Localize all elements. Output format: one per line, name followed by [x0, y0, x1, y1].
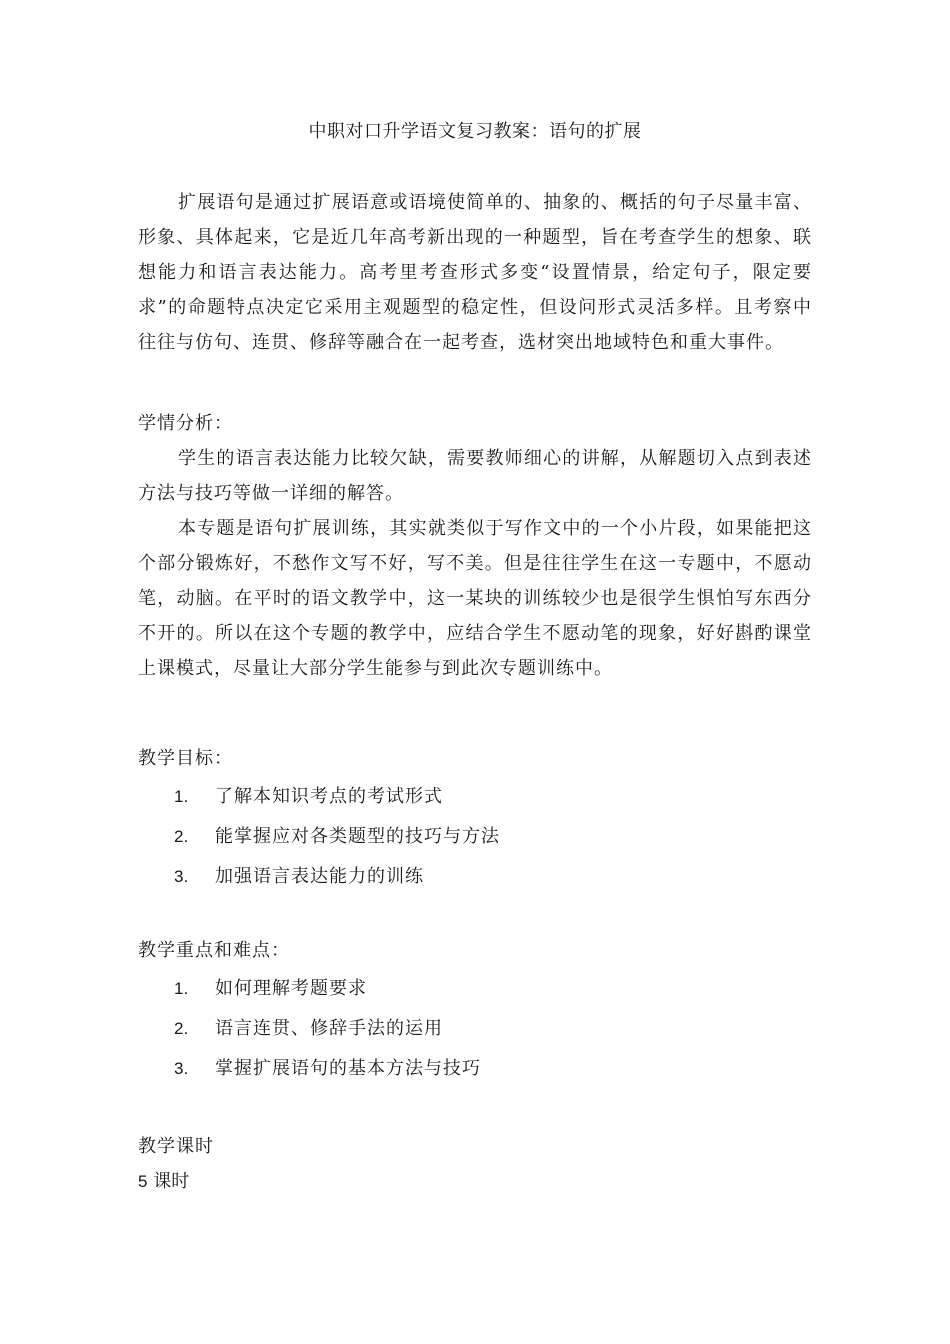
list-item-number: 3. — [174, 867, 189, 886]
list-item-number: 2. — [174, 1019, 189, 1038]
hours-section — [138, 1129, 812, 1199]
analysis-heading: 学情分析： — [138, 413, 233, 434]
intro-paragraph: 扩展语句是通过扩展语意或语境使简单的、抽象的、概括的句子尽量丰富、形象、具体起来，它是近几年高考新出现的一种题型，旨在考查学生的想象、联想能力和语言表达能力。高考里考查形式多变“设置情景，给定句子，限定要求”的命题特点决定它采用主观题型的稳定性，但设问形式灵活多样。且考察中往往与仿句、连贯、修辞等融合在一起考查，选材突出地域特色和重大事件。 — [138, 192, 812, 353]
list-item — [138, 822, 812, 862]
hours-number: 5 — [138, 1172, 148, 1191]
list-item — [138, 1014, 812, 1054]
analysis-paragraph-2: 本专题是语句扩展训练，其实就类似于写作文中的一个小片段，如果能把这个部分锻炼好，不愁作文写不好，写不美。但是往往学生在这一专题中，不愿动笔，动脑。在平时的语文教学中，这一某块的训练较少也是很学生惧怕写东西分不开的。所以在这个专题的教学中，应结合学生不愿动笔的现象，好好斟酌课堂上课模式，尽量让大部分学生能参与到此次专题训练中。 — [138, 518, 812, 679]
list-item-number: 3. — [174, 1059, 189, 1078]
list-item-text: 加强语言表达能力的训练 — [215, 866, 424, 887]
list-item-number: 1. — [174, 979, 189, 998]
list-item-text: 能掌握应对各类题型的技巧与方法 — [215, 826, 500, 847]
hours-unit: 课时 — [153, 1171, 190, 1192]
keypoints-section — [138, 933, 812, 1094]
goals-section — [138, 741, 812, 902]
hours-value — [138, 1164, 812, 1199]
list-item — [138, 974, 812, 1014]
hours-heading: 教学课时 — [138, 1136, 214, 1157]
document-title: 中职对口升学语文复习教案：语句的扩展 — [308, 121, 642, 142]
list-item-text: 语言连贯、修辞手法的运用 — [215, 1018, 443, 1039]
list-item-number: 2. — [174, 827, 189, 846]
keypoints-list — [138, 974, 812, 1094]
list-item — [138, 862, 812, 902]
list-item-number: 1. — [174, 787, 189, 806]
list-item-text: 如何理解考题要求 — [215, 978, 367, 999]
keypoints-heading: 教学重点和难点： — [138, 940, 290, 961]
list-item — [138, 782, 812, 822]
intro-section — [138, 185, 812, 360]
analysis-section — [138, 406, 812, 686]
list-item — [138, 1054, 812, 1094]
list-item-text: 掌握扩展语句的基本方法与技巧 — [215, 1058, 481, 1079]
analysis-paragraph-1: 学生的语言表达能力比较欠缺，需要教师细心的讲解，从解题切入点到表述方法与技巧等做一详细的解答。 — [138, 448, 812, 504]
goals-list — [138, 782, 812, 902]
list-item-text: 了解本知识考点的考试形式 — [215, 786, 443, 807]
goals-heading: 教学目标： — [138, 748, 233, 769]
